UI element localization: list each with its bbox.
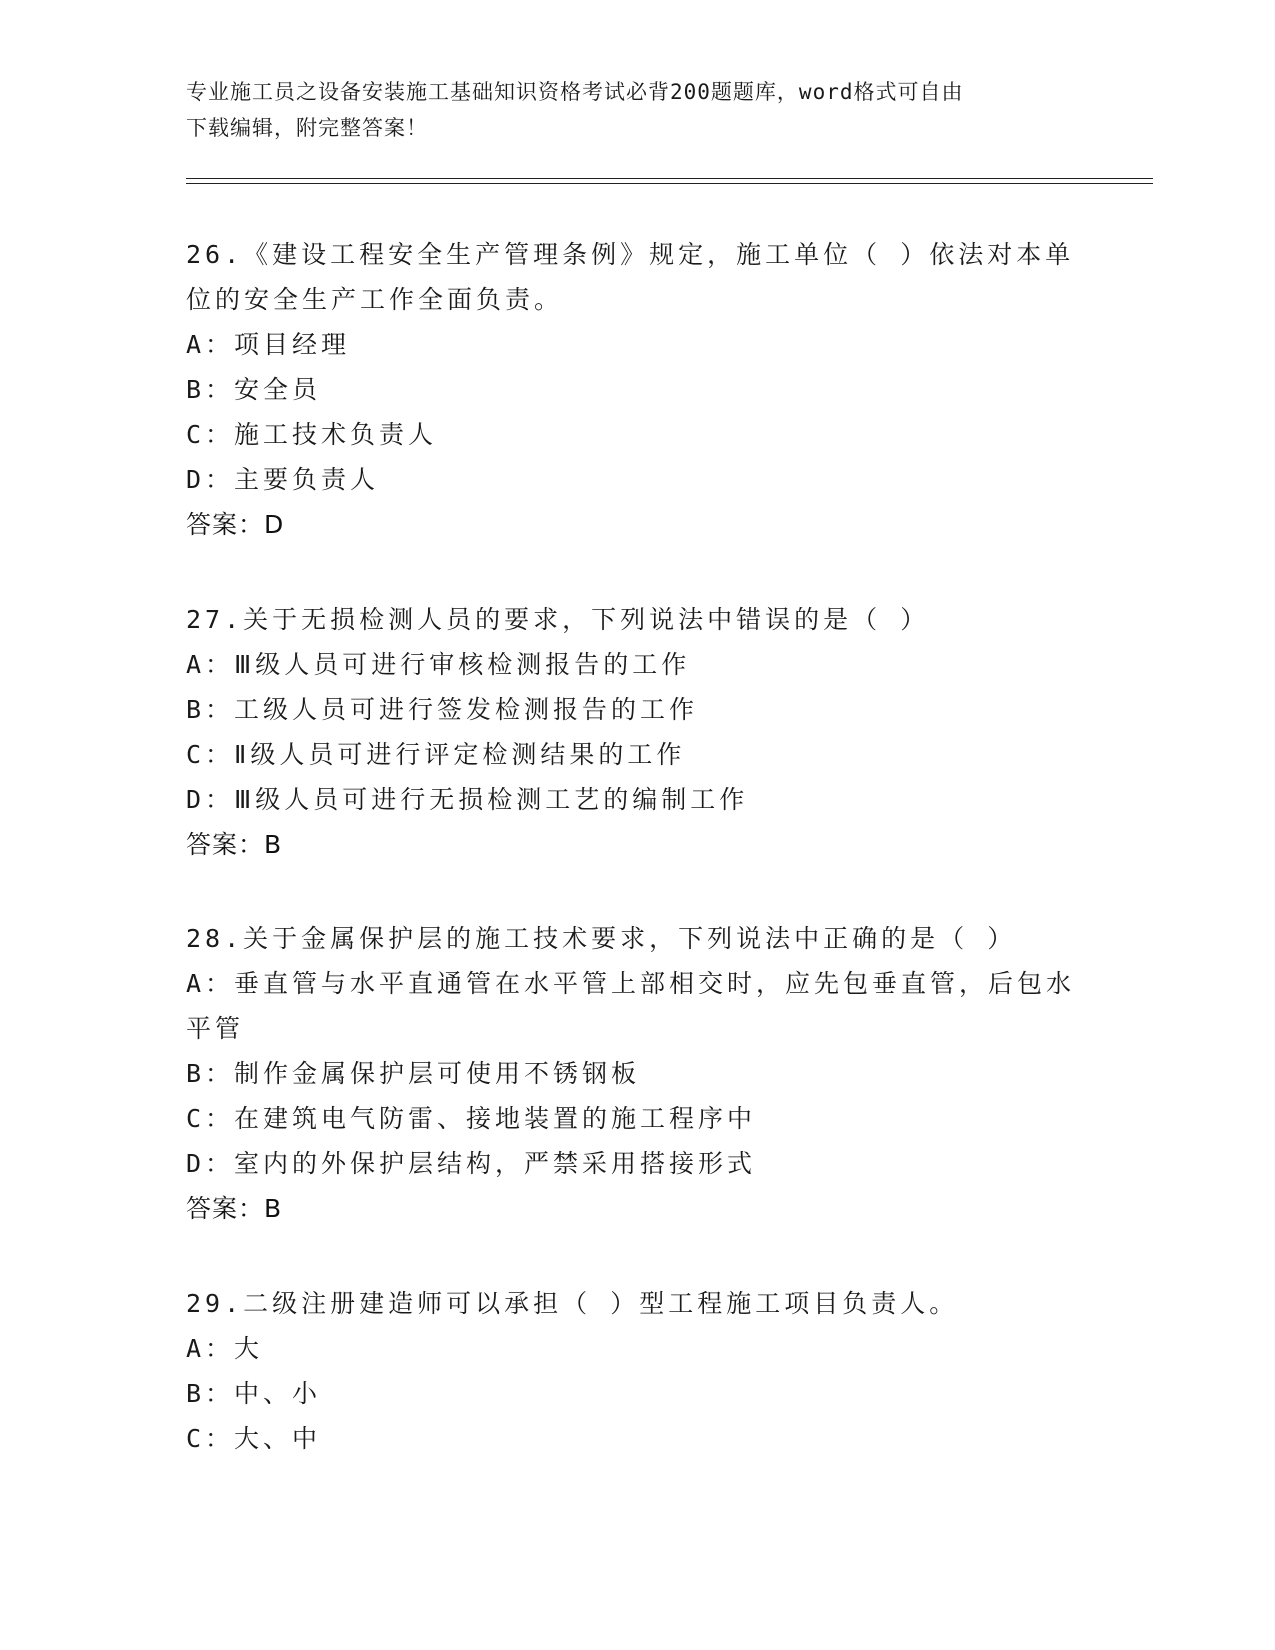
option-d: D：主要负责人 [186, 465, 380, 494]
question-29 [186, 1281, 1086, 1461]
option-b: B：安全员 [186, 375, 322, 404]
option-b: B：中、小 [186, 1379, 322, 1408]
question-26 [186, 232, 1086, 547]
question-stem-line-1: 26.《建设工程安全生产管理条例》规定，施工单位（ ）依法对本单 [186, 240, 1075, 269]
option-a: A：垂直管与水平直通管在水平管上部相交时，应先包垂直管，后包水平管 [186, 969, 1076, 1043]
question-stem [186, 232, 1086, 322]
option-d: D：Ⅲ级人员可进行无损检测工艺的编制工作 [186, 785, 749, 814]
answer-line: 答案：B [186, 1194, 283, 1223]
option-a: A：大 [186, 1334, 264, 1363]
option-a: A：Ⅲ级人员可进行审核检测报告的工作 [186, 650, 691, 679]
option-d: D：室内的外保护层结构，严禁采用搭接形式 [186, 1149, 757, 1178]
header-divider-top [186, 178, 1153, 179]
question-28 [186, 916, 1086, 1231]
answer-line: 答案：B [186, 830, 283, 859]
answer-line: 答案：D [186, 510, 285, 539]
option-c: C：大、中 [186, 1424, 322, 1453]
question-stem: 29.二级注册建造师可以承担（ ）型工程施工项目负责人。 [186, 1289, 959, 1318]
header-line-1: 专业施工员之设备安装施工基础知识资格考试必背200题题库，word格式可自由 [186, 80, 964, 104]
option-b: B：制作金属保护层可使用不锈钢板 [186, 1059, 641, 1088]
document-header [186, 74, 1066, 146]
question-27 [186, 597, 1086, 867]
header-divider-bottom [186, 183, 1153, 184]
question-stem-line-2: 位的安全生产工作全面负责。 [186, 285, 564, 314]
option-c: C：Ⅱ级人员可进行评定检测结果的工作 [186, 740, 686, 769]
question-stem: 27.关于无损检测人员的要求，下列说法中错误的是（ ） [186, 605, 930, 634]
option-c: C：在建筑电气防雷、接地装置的施工程序中 [186, 1104, 757, 1133]
option-b: B：工级人员可进行签发检测报告的工作 [186, 695, 699, 724]
header-line-2: 下载编辑，附完整答案！ [186, 116, 428, 140]
question-stem: 28.关于金属保护层的施工技术要求，下列说法中正确的是（ ） [186, 924, 1017, 953]
option-a: A：项目经理 [186, 330, 351, 359]
option-c: C：施工技术负责人 [186, 420, 438, 449]
